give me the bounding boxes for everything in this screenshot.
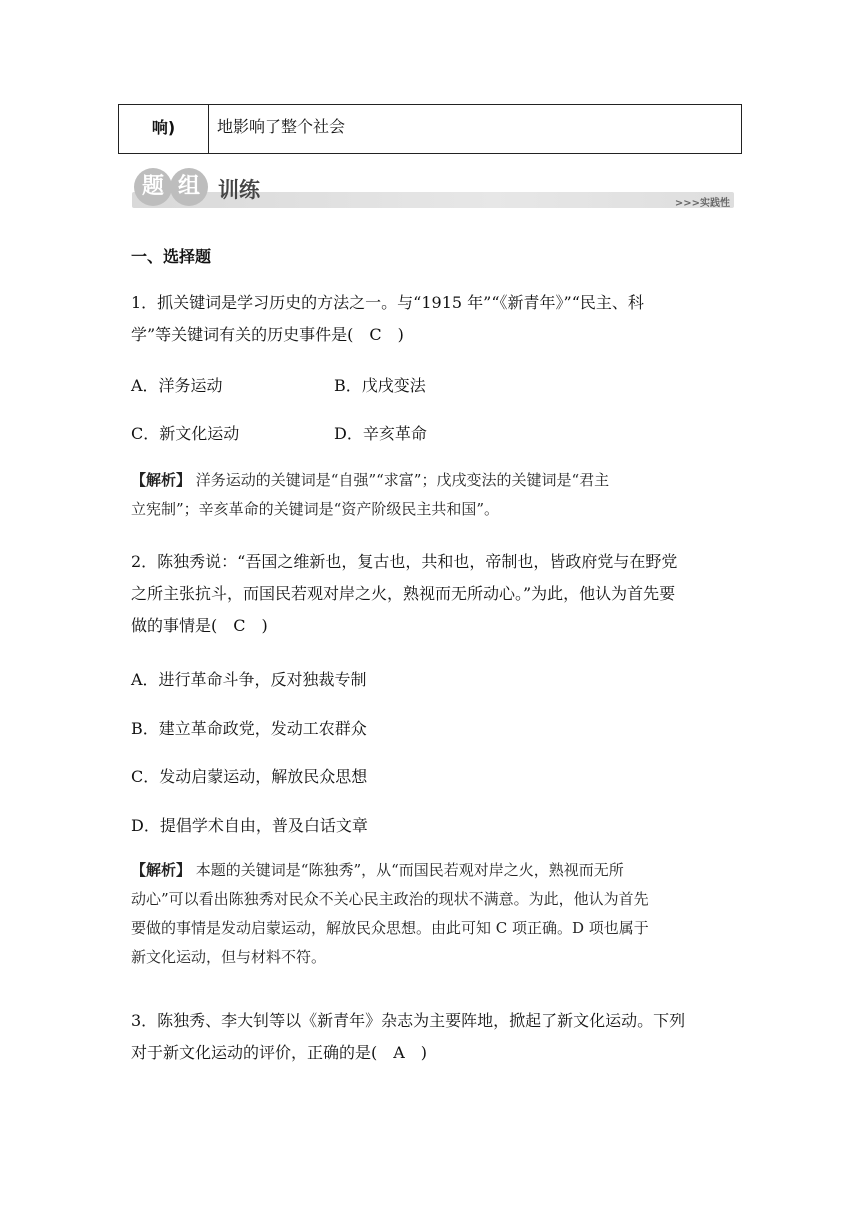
q1-analysis-2: 立宪制”；辛亥革命的关键词是“资产阶级民主共和国”。 (131, 500, 500, 518)
q1-option-d: D．辛亥革命 (334, 424, 427, 443)
q2-option-d: D．提倡学术自由，普及白话文章 (131, 816, 368, 835)
q2-line3: 做的事情是( C ) (131, 616, 268, 635)
q1-option-b: B．戊戌变法 (334, 376, 426, 395)
q3-stem (131, 1005, 731, 1069)
q2-stem (131, 546, 731, 642)
exercise-banner (132, 168, 734, 212)
q2-line1: 2．陈独秀说：“吾国之维新也，复古也，共和也，帝制也，皆政府党与在野党 (131, 552, 678, 571)
q2-analysis-3: 要做的事情是发动启蒙运动，解放民众思想。由此可知 C 项正确。D 项也属于 (131, 919, 649, 937)
q2-line2: 之所主张抗斗，而国民若观对岸之火，熟视而无所动心。”为此，他认为首先要 (131, 584, 676, 603)
q1-line2: 学”等关键词有关的历史事件是( C ) (131, 325, 404, 344)
q2-option-b: B．建立革命政党，发动工农群众 (131, 719, 367, 738)
q1-line1: 1．抓关键词是学习历史的方法之一。与“1915 年”“《新青年》”“民主、科 (131, 293, 644, 312)
banner-circle-2: 组 (170, 168, 208, 206)
q1-analysis (131, 466, 731, 524)
q1-analysis-label: 【解析】 (131, 471, 192, 489)
q3-line2: 对于新文化运动的评价，正确的是( A ) (131, 1043, 428, 1062)
q2-analysis-4: 新文化运动，但与材料不符。 (131, 948, 327, 966)
q1-option-c: C．新文化运动 (131, 424, 240, 443)
section-title: 一、选择题 (131, 247, 212, 266)
q2-option-c: C．发动启蒙运动，解放民众思想 (131, 767, 368, 786)
table-cell-right: 地影响了整个社会 (217, 117, 346, 136)
q1-stem (131, 287, 731, 351)
table-cell-left: 响) (119, 105, 209, 153)
q2-analysis-1: 本题的关键词是“陈独秀”，从“而国民若观对岸之火，熟视而无所 (191, 861, 624, 879)
q2-analysis (131, 856, 731, 972)
q3-line1: 3．陈独秀、李大钊等以《新青年》杂志为主要阵地，掀起了新文化运动。下列 (131, 1011, 686, 1030)
banner-circle-1: 题 (134, 168, 172, 206)
q1-option-a: A．洋务运动 (131, 376, 223, 395)
q2-analysis-2: 动心”可以看出陈独秀对民众不关心民主政治的现状不满意。为此，他认为首先 (131, 890, 649, 908)
banner-tag: >>>实践性 (674, 198, 730, 209)
q1-analysis-1: 洋务运动的关键词是“自强”“求富”；戊戌变法的关键词是“君主 (191, 471, 610, 489)
continuation-table-row (118, 104, 742, 154)
q2-option-a: A．进行革命斗争，反对独裁专制 (131, 670, 367, 689)
q2-analysis-label: 【解析】 (131, 861, 192, 879)
banner-title: 训练 (218, 178, 260, 202)
